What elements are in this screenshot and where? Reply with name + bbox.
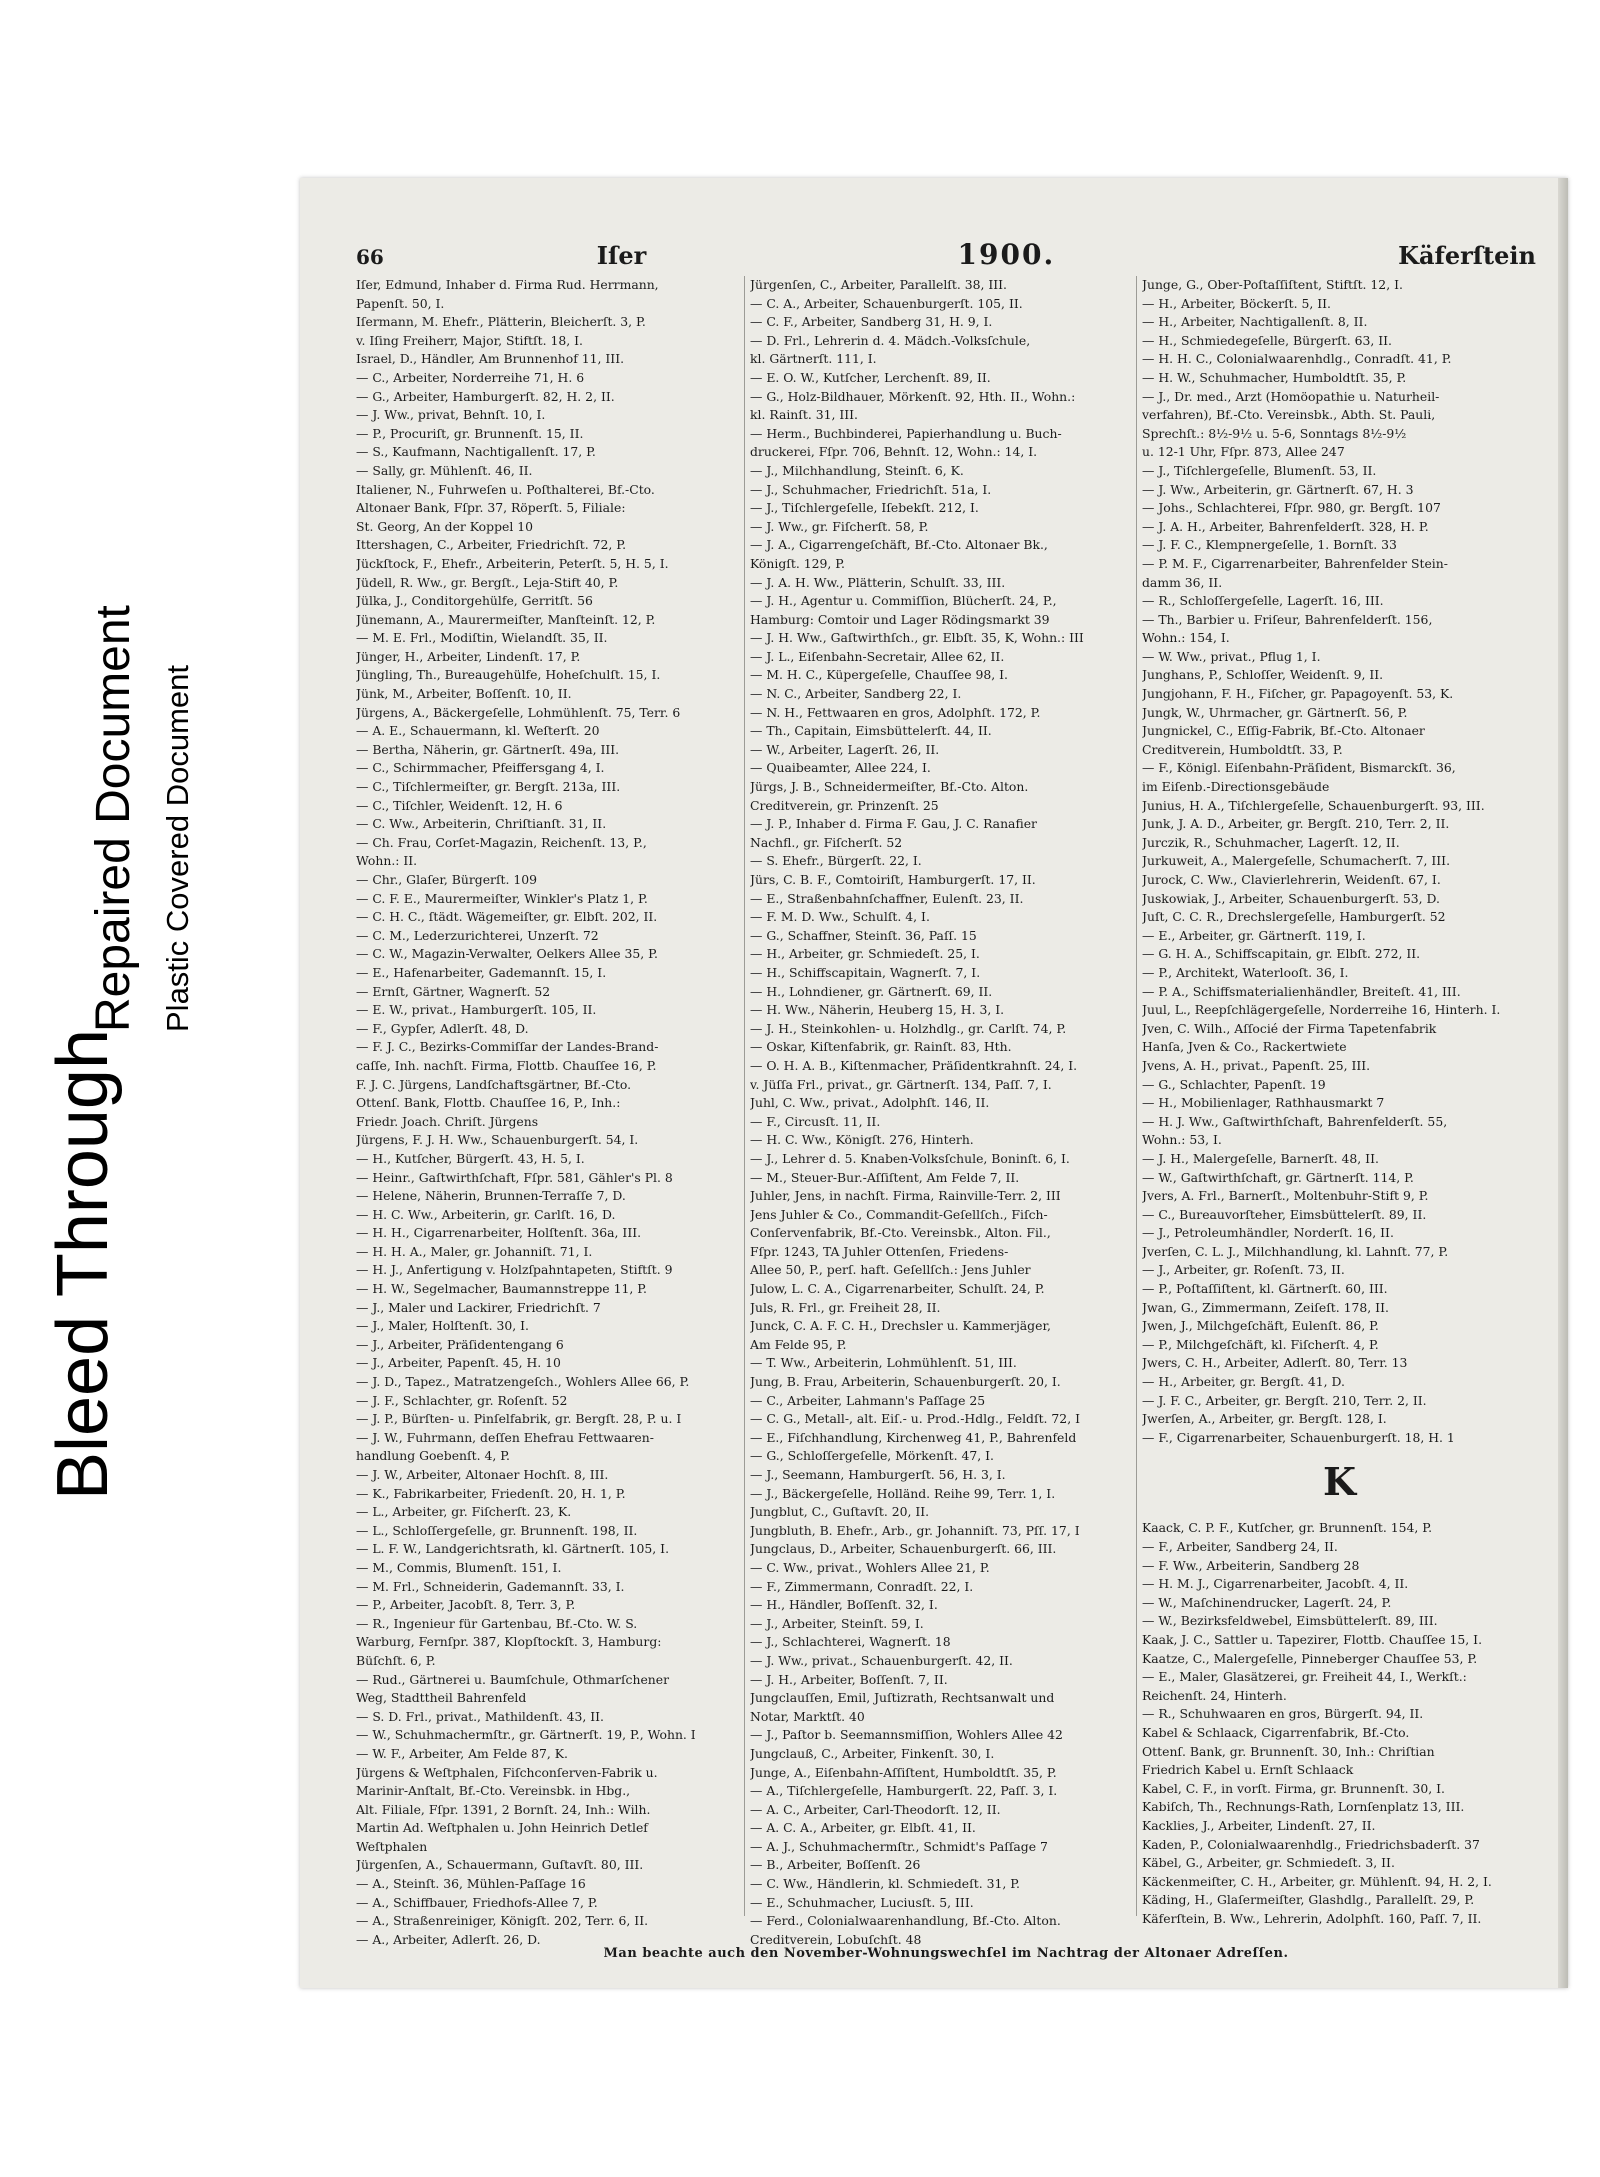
directory-entry: — F., Gypſer, Adlerſt. 48, D. — [356, 1020, 529, 1036]
directory-entry: Juul, L., Reepſchlägergeſelle, Norderreihe 16, Hinterh. I. — [1142, 1002, 1501, 1018]
directory-entry: — N. C., Arbeiter, Sandberg 22, I. — [750, 686, 962, 702]
directory-entry: — Th., Capitain, Eimsbüttelerſt. 44, II. — [750, 723, 992, 739]
directory-entry: — H., Schiffscapitain, Wagnerſt. 7, I. — [750, 964, 981, 980]
column-divider — [744, 276, 745, 1916]
directory-entry: — Heinr., Gaſtwirthſchaft, Fſpr. 581, Gähler's Pl. 8 — [356, 1169, 673, 1185]
directory-entry: Jurock, C. Ww., Clavierlehrerin, Weidenſt. 67, I. — [1142, 872, 1441, 887]
directory-entry: — R., Ingenieur für Gartenbau, Bf.-Cto. W. S. — [356, 1615, 638, 1631]
directory-entry: — Ch. Frau, Corſet-Magazin, Reichenſt. 13, P., — [356, 834, 647, 850]
directory-entry: Jürgens, A., Bäckergeſelle, Lohmühlenſt. 75, Terr. 6 — [356, 704, 681, 720]
directory-entry: damm 36, II. — [1142, 574, 1223, 590]
directory-entry: verfahren), Bf.-Cto. Vereinsbk., Abth. St. Pauli, — [1142, 407, 1436, 423]
directory-entry: — H., Lohndiener, gr. Gärtnerſt. 69, II. — [750, 983, 993, 999]
directory-entry: — H. W., Segelmacher, Baumannstreppe 11, P. — [356, 1281, 647, 1297]
directory-entry: — C. Ww., privat., Wohlers Allee 21, P. — [750, 1559, 990, 1575]
directory-entry: — Chr., Glaſer, Bürgerſt. 109 — [356, 872, 538, 887]
directory-entry: — P., Procuriſt, gr. Brunnenſt. 15, II. — [356, 425, 584, 441]
directory-entry: Juls, R. Frl., gr. Freiheit 28, II. — [750, 1299, 941, 1315]
directory-entry: — J. Ww., gr. Fiſcherſt. 58, P. — [750, 518, 929, 534]
directory-entry: — G., Schloſſergeſelle, Mörkenſt. 47, I. — [750, 1448, 994, 1464]
directory-entry: — J., Schuhmacher, Friedrichſt. 51a, I. — [750, 481, 992, 497]
directory-entry: Wohn.: 53, I. — [1142, 1132, 1222, 1148]
directory-entry: — J. Ww., privat, Behnſt. 10, I. — [356, 407, 546, 423]
directory-entry: Jückſtock, F., Ehefr., Arbeiterin, Peterſt. 5, H. 5, I. — [356, 555, 669, 571]
directory-entry: Jürgenſen, C., Arbeiter, Parallelſt. 38, III. — [750, 277, 1008, 292]
directory-entry: Käbel, G., Arbeiter, gr. Schmiedeſt. 3, II. — [1142, 1855, 1395, 1871]
directory-entry: Friedr. Joach. Chriſt. Jürgens — [356, 1113, 539, 1129]
directory-entry: — C. M., Lederzurichterei, Unzerſt. 72 — [356, 927, 599, 943]
directory-entry: Jungjohann, F. H., Fiſcher, gr. Papagoyenſt. 53, K. — [1142, 686, 1454, 702]
column-right — [1142, 276, 1537, 1928]
directory-entry: — C., Tiſchler, Weidenſt. 12, H. 6 — [356, 797, 563, 813]
directory-entry: Jungblut, C., Guſtavſt. 20, II. — [750, 1504, 930, 1520]
directory-entry: — W., Arbeiter, Lagerſt. 26, II. — [750, 741, 940, 757]
directory-entry: — J., Milchhandlung, Steinſt. 6, K. — [750, 462, 964, 478]
directory-entry: Käckenmeiſter, C. H., Arbeiter, gr. Mühlenſt. 94, H. 2, I. — [1142, 1873, 1492, 1889]
directory-entry: Königſt. 129, P. — [750, 555, 845, 571]
directory-entry: — P. M. F., Cigarrenarbeiter, Bahrenfelder Stein- — [1142, 555, 1448, 571]
directory-entry: Kaak, J. C., Sattler u. Tapezirer, Flottb. Chauſſee 15, I. — [1142, 1631, 1483, 1647]
directory-entry: — Th., Barbier u. Friſeur, Bahrenfelderſt. 156, — [1142, 611, 1433, 627]
directory-entry: — Sally, gr. Mühlenſt. 46, II. — [356, 462, 533, 478]
directory-entry: Creditverein, Lobuſchſt. 48 — [750, 1931, 922, 1947]
directory-entry: — J. D., Tapez., Matratzengeſch., Wohlers Allee 66, P. — [356, 1374, 690, 1390]
directory-entry: — J. Ww., privat., Schauenburgerſt. 42, II. — [750, 1652, 1013, 1668]
directory-entry: Friedrich Kabel u. Ernſt Schlaack — [1142, 1762, 1354, 1778]
directory-entry: — W., Bezirksfeldwebel, Eimsbüttelerſt. 89, III. — [1142, 1613, 1438, 1629]
directory-entry: Juſt, C. C. R., Drechslergeſelle, Hamburgerſt. 52 — [1142, 909, 1446, 925]
directory-entry: — C., Arbeiter, Lahmann's Paſſage 25 — [750, 1392, 986, 1408]
directory-entry: Jwerſen, A., Arbeiter, gr. Bergſt. 128, I. — [1142, 1411, 1387, 1427]
directory-entry: Jünger, H., Arbeiter, Lindenſt. 17, P. — [356, 648, 581, 664]
directory-entry: — P., Arbeiter, Jacobſt. 8, Terr. 3, P. — [356, 1597, 576, 1613]
directory-entry: — J. H., Malergeſelle, Barnerſt. 48, II. — [1142, 1150, 1379, 1166]
directory-entry: — O. H. A. B., Kiſtenmacher, Präſidentkrahnſt. 24, I. — [750, 1057, 1078, 1073]
directory-entry: Jungk, W., Uhrmacher, gr. Gärtnerſt. 56, P. — [1142, 704, 1408, 720]
directory-entry: — B., Arbeiter, Boſſenſt. 26 — [750, 1857, 921, 1873]
directory-entry: — J. P., Bürſten- u. Pinſelfabrik, gr. Bergſt. 28, P. u. I — [356, 1411, 682, 1427]
directory-entry: — A., Steinſt. 36, Mühlen-Paſſage 16 — [356, 1876, 586, 1892]
directory-entry: Wohn.: 154, I. — [1142, 630, 1230, 646]
directory-entry: Weſtphalen — [356, 1838, 428, 1854]
directory-entry: — W., Gaſtwirthſchaft, gr. Gärtnerſt. 114, P. — [1142, 1169, 1414, 1185]
directory-entry: — J., Schlachterei, Wagnerſt. 18 — [750, 1634, 951, 1650]
directory-entry: — Johs., Schlachterei, Fſpr. 980, gr. Bergſt. 107 — [1142, 500, 1441, 516]
directory-entry: Creditverein, gr. Prinzenſt. 25 — [750, 797, 939, 813]
directory-entry: — A., Schiffbauer, Friedhofs-Allee 7, P. — [356, 1894, 598, 1910]
directory-entry: Ottenſ. Bank, gr. Brunnenſt. 30, Inh.: Chriſtian — [1142, 1743, 1435, 1759]
directory-entry: v. Jüſſa Frl., privat., gr. Gärtnerſt. 134, Paſſ. 7, I. — [750, 1076, 1052, 1092]
directory-entry: — J., Bäckergeſelle, Holländ. Reihe 99, Terr. 1, I. — [750, 1485, 1056, 1501]
directory-entry: Nachfl., gr. Fiſcherſt. 52 — [750, 834, 903, 850]
directory-entry: u. 12-1 Uhr, Fſpr. 873, Allee 247 — [1142, 444, 1345, 460]
directory-entry: Kaden, P., Colonialwaarenhdlg., Friedrichsbaderſt. 37 — [1142, 1836, 1480, 1852]
directory-entry: Junk, J. A. D., Arbeiter, gr. Bergſt. 210, Terr. 2, II. — [1142, 816, 1450, 832]
page-number: 66 — [356, 245, 384, 269]
page-header — [356, 238, 1536, 272]
directory-entry: — H., Arbeiter, gr. Schmiedeſt. 25, I. — [750, 946, 980, 962]
directory-entry: — H., Arbeiter, Nachtigallenſt. 8, II. — [1142, 314, 1368, 330]
directory-entry: kl. Rainſt. 31, III. — [750, 407, 859, 423]
column-left — [356, 276, 738, 1949]
directory-entry: — M. Frl., Schneiderin, Gademannſt. 33, I. — [356, 1578, 625, 1594]
directory-entry: — E. O. W., Kutſcher, Lerchenſt. 89, II. — [750, 369, 991, 385]
directory-entry: Ottenſ. Bank, Flottb. Chauſſee 16, P., Inh.: — [356, 1095, 621, 1111]
directory-entry: — N. H., Fettwaaren en gros, Adolphſt. 172, P. — [750, 704, 1041, 720]
directory-entry: Kabiſch, Th., Rechnungs-Rath, Lornſenplatz 13, III. — [1142, 1799, 1465, 1815]
directory-entry: — F., Zimmermann, Conradſt. 22, I. — [750, 1578, 974, 1594]
directory-entry: — Helene, Näherin, Brunnen-Terraſſe 7, D. — [356, 1188, 626, 1204]
directory-entry: Marinir-Anſtalt, Bf.-Cto. Vereinsbk. in Hbg., — [356, 1783, 631, 1799]
directory-entry: Käferſtein, B. Ww., Lehrerin, Adolphſt. 160, Paſſ. 7, II. — [1142, 1910, 1482, 1926]
directory-entry: Junge, G., Ober-Poſtaſſiſtent, Stiftſt. 12, I. — [1142, 277, 1403, 292]
directory-entry: — J. P., Inhaber d. Firma F. Gau, J. C. Ranafier — [750, 816, 1037, 832]
directory-entry: Jurczik, R., Schuhmacher, Lagerſt. 12, II. — [1142, 834, 1400, 850]
directory-entry: — F. M. D. Ww., Schulſt. 4, I. — [750, 909, 930, 925]
directory-entry: — J. H., Arbeiter, Boſſenſt. 7, II. — [750, 1671, 948, 1687]
directory-entry: Jwan, G., Zimmermann, Zeiſeſt. 178, II. — [1142, 1299, 1389, 1315]
directory-entry: — J. H., Agentur u. Commiſſion, Blücherſt. 24, P., — [750, 593, 1057, 609]
directory-entry: Juskowiak, J., Arbeiter, Schauenburgerſt. 53, D. — [1142, 890, 1440, 906]
directory-entry: Jungclauſſen, Emil, Juſtizrath, Rechtsanwalt und — [750, 1690, 1055, 1706]
directory-entry: — H., Mobilienlager, Rathhausmarkt 7 — [1142, 1095, 1385, 1111]
directory-entry: — H., Kutſcher, Bürgerſt. 43, H. 5, I. — [356, 1150, 585, 1166]
directory-entry: Jwen, J., Milchgeſchäft, Eulenſt. 86, P. — [1142, 1318, 1379, 1334]
column-right-top — [1142, 276, 1537, 1447]
directory-entry: Creditverein, Humboldtſt. 33, P. — [1142, 741, 1343, 757]
directory-entry: — S., Kaufmann, Nachtigallenſt. 17, P. — [356, 444, 596, 460]
directory-entry: St. Georg, An der Koppel 10 — [356, 518, 534, 534]
section-letter: K — [1322, 1459, 1357, 1505]
directory-entry: — Herm., Buchbinderei, Papierhandlung u. Buch- — [750, 425, 1062, 441]
footer-note: Man beachte auch den November-Wohnungswechſel im Nachtrag der Altonaer Adreſſen. — [603, 1946, 1289, 1961]
directory-entry: — J., Paſtor b. Seemannsmiſſion, Wohlers Allee 42 — [750, 1727, 1063, 1743]
directory-entry: — J. F., Schlachter, gr. Roſenſt. 52 — [356, 1392, 568, 1408]
directory-entry: Papenſt. 50, I. — [356, 295, 445, 311]
directory-entry: Sprechſt.: 8½-9½ u. 5-6, Sonntags 8½-9½ — [1142, 425, 1407, 441]
directory-entry: Juhl, C. Ww., privat., Adolphſt. 146, II. — [750, 1095, 990, 1111]
directory-entry: — A., Arbeiter, Adlerſt. 26, D. — [356, 1931, 541, 1947]
column-divider — [1136, 276, 1137, 1916]
directory-entry: Iſer, Edmund, Inhaber d. Firma Rud. Herrmann, — [356, 277, 659, 292]
directory-entry: — W. F., Arbeiter, Am Felde 87, K. — [356, 1745, 568, 1761]
directory-entry: — C. G., Metall-, alt. Eiſ.- u. Prod.-Hdlg., Feldſt. 72, I — [750, 1411, 1080, 1427]
column-middle — [750, 276, 1132, 1949]
directory-entry: — J. H., Steinkohlen- u. Holzhdlg., gr. Carlſt. 74, P. — [750, 1020, 1067, 1036]
directory-entry: — R., Schloſſergeſelle, Lagerſt. 16, III. — [1142, 593, 1384, 609]
directory-entry: — E., Maler, Glasätzerei, gr. Freiheit 44, I., Werkſt.: — [1142, 1669, 1467, 1685]
directory-entry: — J. W., Fuhrmann, deſſen Ehefrau Fettwaaren- — [356, 1429, 654, 1445]
directory-entry: — C., Arbeiter, Norderreihe 71, H. 6 — [356, 369, 585, 385]
directory-entry: Allee 50, P., perſ. haft. Geſellſch.: Jens Juhler — [750, 1262, 1031, 1278]
repaired-document-label: Repaired Document — [87, 605, 140, 1032]
directory-entry: — G., Schlachter, Papenſt. 19 — [1142, 1076, 1326, 1092]
directory-entry: — W., Maſchinendrucker, Lagerſt. 24, P. — [1142, 1594, 1392, 1610]
directory-entry: Weg, Stadttheil Bahrenfeld — [356, 1690, 527, 1706]
directory-entry: Jürgens, F. J. H. Ww., Schauenburgerſt. 54, I. — [356, 1132, 639, 1148]
directory-entry: — M. E. Frl., Modiſtin, Wielandſt. 35, II. — [356, 630, 608, 646]
directory-entry: — J., Arbeiter, Präſidentengang 6 — [356, 1336, 564, 1352]
directory-entry: Fſpr. 1243, TA Juhler Ottenſen, Friedens- — [750, 1243, 1009, 1259]
directory-entry: — P., Milchgeſchäft, kl. Fiſcherſt. 4, P. — [1142, 1336, 1379, 1352]
directory-entry: — J. Ww., Arbeiterin, gr. Gärtnerſt. 67, H. 3 — [1142, 481, 1414, 497]
directory-entry: — P., Poſtaſſiſtent, kl. Gärtnerſt. 60, III. — [1142, 1281, 1388, 1297]
directory-entry: Kaatze, C., Malergeſelle, Pinneberger Chauſſee 53, P. — [1142, 1650, 1478, 1666]
directory-entry: — R., Schuhwaaren en gros, Bürgerſt. 94, II. — [1142, 1706, 1424, 1722]
directory-entry: — H. J., Anfertigung v. Holzſpahntapeten, Stiftſt. 9 — [356, 1262, 673, 1278]
directory-entry: Jurkuweit, A., Malergeſelle, Schumacherſt. 7, III. — [1142, 853, 1451, 869]
directory-entry: — G., Holz-Bildhauer, Mörkenſt. 92, Hth. II., Wohn.: — [750, 388, 1076, 404]
directory-entry: — H., Arbeiter, gr. Bergſt. 41, D. — [1142, 1374, 1345, 1390]
directory-entry: — F., Cigarrenarbeiter, Schauenburgerſt. 18, H. 1 — [1142, 1429, 1455, 1445]
directory-entry: — J. F. C., Klempnergeſelle, 1. Bornſt. 33 — [1142, 537, 1397, 553]
directory-entry: — P. A., Schiffsmaterialienhändler, Breiteſt. 41, III. — [1142, 983, 1461, 999]
directory-entry: — J. W., Arbeiter, Altonaer Hochſt. 8, III. — [356, 1467, 609, 1482]
directory-entry: — C. Ww., Händlerin, kl. Schmiedeſt. 31, P. — [750, 1876, 1020, 1892]
directory-entry: — C. F., Arbeiter, Sandberg 31, H. 9, I. — [750, 314, 993, 330]
directory-entry: — H. W., Schuhmacher, Humboldtſt. 35, P. — [1142, 369, 1407, 385]
directory-entry: Altonaer Bank, Fſpr. 37, Röperſt. 5, Filiale: — [356, 500, 626, 516]
directory-entry: — F., Circusſt. 11, II. — [750, 1113, 881, 1129]
directory-entry: Jürs, C. B. F., Comtoiriſt, Hamburgerſt. 17, II. — [750, 872, 1036, 887]
directory-entry: — C. W., Magazin-Verwalter, Oelkers Allee 35, P. — [356, 946, 658, 962]
directory-entry: — C. F. E., Maurermeiſter, Winkler's Platz 1, P. — [356, 890, 648, 906]
directory-entry: — J. A. H. Ww., Plätterin, Schulſt. 33, III. — [750, 574, 1006, 590]
directory-entry: — H. H., Cigarrenarbeiter, Holſtenſt. 36a, III. — [356, 1225, 642, 1241]
directory-entry: Ittershagen, C., Arbeiter, Friedrichſt. 72, P. — [356, 537, 627, 553]
directory-entry: Jung, B. Frau, Arbeiterin, Schauenburgerſt. 20, I. — [750, 1374, 1061, 1390]
directory-entry: Jüdell, R. Ww., gr. Bergſt., Leja-Stift 40, P. — [356, 574, 619, 590]
directory-entry: — L. F. W., Landgerichtsrath, kl. Gärtnerſt. 105, I. — [356, 1541, 670, 1557]
directory-entry: — F., Königl. Eiſenbahn-Präſident, Bismarckſt. 36, — [1142, 760, 1456, 776]
directory-entry: — S. Ehefr., Bürgerſt. 22, I. — [750, 853, 922, 869]
directory-entry: — G., Schaffner, Steinſt. 36, Paſſ. 15 — [750, 927, 977, 943]
directory-entry: — H. M. J., Cigarrenarbeiter, Jacobſt. 4, II. — [1142, 1576, 1409, 1592]
directory-entry: Hanſa, Jven & Co., Rackertwiete — [1142, 1039, 1347, 1055]
directory-entry: — T. Ww., Arbeiterin, Lohmühlenſt. 51, III. — [750, 1355, 1017, 1371]
directory-entry: — H., Arbeiter, Böckerſt. 5, II. — [1142, 295, 1331, 311]
directory-entry: Jürgs, J. B., Schneidermeiſter, Bf.-Cto. Alton. — [750, 779, 1029, 795]
directory-entry: Jens Juhler & Co., Commandit-Geſellſch., Fiſch- — [750, 1206, 1048, 1222]
directory-entry: Jüngling, Th., Bureaugehülfe, Hoheſchulſt. 15, I. — [356, 667, 661, 683]
directory-entry: — Quaibeamter, Allee 224, I. — [750, 760, 931, 776]
directory-entry: Jülka, J., Conditorgehülfe, Gerritſt. 56 — [356, 593, 593, 609]
directory-entry: Junck, C. A. F. C. H., Drechsler u. Kammerjäger, — [750, 1318, 1051, 1334]
directory-entry: Junghans, P., Schloſſer, Weidenſt. 9, II. — [1142, 667, 1384, 683]
directory-entry: — H. C. Ww., Arbeiterin, gr. Carlſt. 16, D. — [356, 1206, 616, 1222]
directory-entry: — A. C. A., Arbeiter, gr. Elbſt. 41, II. — [750, 1820, 976, 1836]
directory-entry: — L., Schloſſergeſelle, gr. Brunnenſt. 198, II. — [356, 1522, 638, 1538]
directory-entry: Jverſen, C. L. J., Milchhandlung, kl. Lahnſt. 77, P. — [1142, 1243, 1449, 1259]
directory-entry: — Ferd., Colonialwaarenhandlung, Bf.-Cto. Alton. — [750, 1913, 1061, 1929]
directory-entry: — G., Arbeiter, Hamburgerſt. 82, H. 2, II. — [356, 388, 615, 404]
page-edge — [1558, 178, 1568, 1988]
directory-entry: Reichenſt. 24, Hinterh. — [1142, 1687, 1287, 1703]
directory-entry: — D. Frl., Lehrerin d. 4. Mädch.-Volksſchule, — [750, 332, 1031, 348]
directory-entry: Conſervenfabrik, Bf.-Cto. Vereinsbk., Alton. Fil., — [750, 1225, 1051, 1241]
directory-entry: v. Iſing Freiherr, Major, Stiftſt. 18, I. — [356, 332, 583, 348]
directory-entry: — E., Fiſchhandlung, Kirchenweg 41, P., Bahrenfeld — [750, 1429, 1077, 1445]
directory-entry: Jürgenſen, A., Schauermann, Guſtavſt. 80, III. — [356, 1857, 644, 1873]
directory-entry: — F. J. C., Bezirks-Commiſſar der Landes-Brand- — [356, 1039, 659, 1055]
directory-entry: — E., Arbeiter, gr. Gärtnerſt. 119, I. — [1142, 927, 1366, 943]
directory-entry: Juhler, Jens, in nachſt. Firma, Rainville-Terr. 2, III — [750, 1188, 1061, 1204]
directory-entry: — J., Tiſchlergeſelle, Blumenſt. 53, II. — [1142, 462, 1377, 478]
directory-entry: Italiener, N., Fuhrweſen u. Poſthalterei, Bf.-Cto. — [356, 481, 655, 497]
directory-entry: — J., Arbeiter, Steinſt. 59, I. — [750, 1615, 924, 1631]
directory-entry: — J., Petroleumhändler, Norderſt. 16, II. — [1142, 1225, 1394, 1241]
directory-entry: handlung Goebenſt. 4, P. — [356, 1448, 510, 1464]
directory-entry: — G. H. A., Schiffscapitain, gr. Elbſt. 272, II. — [1142, 946, 1421, 962]
directory-entry: — C. Ww., Arbeiterin, Chriſtianſt. 31, II. — [356, 816, 607, 832]
directory-entry: Jürgens & Weſtphalen, Fiſchconſerven-Fabrik u. — [356, 1764, 658, 1780]
directory-entry: Warburg, Fernſpr. 387, Klopſtockſt. 3, Hamburg: — [356, 1634, 662, 1650]
directory-entry: druckerei, Fſpr. 706, Behnſt. 12, Wohn.: 14, I. — [750, 444, 1038, 460]
directory-entry: — C., Schirmmacher, Pfeiffersgang 4, I. — [356, 760, 605, 776]
directory-entry: — F., Arbeiter, Sandberg 24, II. — [1142, 1539, 1338, 1554]
directory-entry: — S. D. Frl., privat., Mathildenſt. 43, II. — [356, 1708, 604, 1724]
directory-entry: Käding, H., Glaſermeiſter, Glashdlg., Parallelſt. 29, P. — [1142, 1892, 1475, 1908]
directory-entry: kl. Gärtnerſt. 111, I. — [750, 351, 877, 367]
directory-entry: — F. Ww., Arbeiterin, Sandberg 28 — [1142, 1557, 1360, 1573]
directory-entry: — A. C., Arbeiter, Carl-Theodorſt. 12, II. — [750, 1801, 1001, 1817]
directory-entry: — W., Schuhmachermſtr., gr. Gärtnerſt. 19, P., Wohn. I — [356, 1727, 696, 1743]
directory-entry: — A., Tiſchlergeſelle, Hamburgerſt. 22, Paſſ. 3, I. — [750, 1783, 1058, 1799]
directory-entry: Jünemann, A., Maurermeiſter, Manſteinſt. 12, P. — [356, 611, 656, 627]
directory-entry: — L., Arbeiter, gr. Fiſcherſt. 23, K. — [356, 1504, 572, 1520]
directory-entry: Kaack, C. P. F., Kutſcher, gr. Brunnenſt. 154, P. — [1142, 1520, 1433, 1536]
directory-entry: — J. A., Cigarrengeſchäft, Bf.-Cto. Altonaer Bk., — [750, 537, 1048, 553]
directory-entry: — H. H. C., Colonialwaarenhdlg., Conradſt. 41, P. — [1142, 351, 1452, 367]
directory-entry: Büſchſt. 6, P. — [356, 1652, 436, 1668]
directory-entry: — J., Lehrer d. 5. Knaben-Volksſchule, Boninſt. 6, I. — [750, 1150, 1070, 1166]
directory-entry: — C., Tiſchlermeiſter, gr. Bergſt. 213a, III. — [356, 779, 621, 795]
directory-entry: — M., Steuer-Bur.-Aſſiſtent, Am Felde 7, II. — [750, 1169, 1020, 1185]
directory-entry: im Eiſenb.-Directionsgebäude — [1142, 779, 1330, 795]
directory-entry: Julow, L. C. A., Cigarrenarbeiter, Schulſt. 24, P. — [750, 1281, 1045, 1297]
headword-left: Iſer — [596, 241, 647, 270]
headword-right: Käferſtein — [1398, 241, 1536, 270]
directory-entry: Iſermann, M. Ehefr., Plätterin, Bleicherſt. 3, P. — [356, 314, 646, 330]
directory-entry: Junge, A., Eiſenbahn-Aſſiſtent, Humboldtſt. 35, P. — [750, 1764, 1057, 1780]
directory-entry: — A. E., Schauermann, kl. Weſterſt. 20 — [356, 723, 600, 739]
directory-entry: Kabel & Schlaack, Cigarrenfabrik, Bf.-Cto. — [1142, 1724, 1410, 1740]
directory-entry: — J., Arbeiter, Papenſt. 45, H. 10 — [356, 1355, 561, 1371]
directory-entry: — J., Arbeiter, gr. Roſenſt. 73, II. — [1142, 1262, 1345, 1278]
directory-entry: Jünk, M., Arbeiter, Boſſenſt. 10, II. — [356, 686, 572, 702]
directory-entry: — J., Maler und Lackirer, Friedrichſt. 7 — [356, 1299, 601, 1315]
directory-entry: — Oskar, Kiſtenfabrik, gr. Rainſt. 83, Hth. — [750, 1039, 1012, 1055]
directory-entry: caſſe, Inh. nachſt. Firma, Flottb. Chauſſee 16, P. — [356, 1057, 657, 1073]
directory-entry: — H., Händler, Boſſenſt. 32, I. — [750, 1597, 938, 1613]
directory-entry: Hamburg: Comtoir und Lager Rödingsmarkt 39 — [750, 611, 1050, 627]
directory-entry: Am Felde 95, P. — [750, 1336, 847, 1352]
directory-entry: Jvens, A. H., privat., Papenſt. 25, III. — [1142, 1057, 1371, 1073]
directory-entry: Jungbluth, B. Ehefr., Arb., gr. Johanniſt. 73, Pſſ. 17, I — [750, 1522, 1080, 1538]
directory-entry: Jven, C. Wilh., Aſſocié der Firma Tapetenfabrik — [1142, 1020, 1437, 1036]
directory-entry: — E., Hafenarbeiter, Gademannſt. 15, I. — [356, 964, 607, 980]
directory-entry: Israel, D., Händler, Am Brunnenhof 11, III. — [356, 351, 625, 367]
directory-entry: — M., Commis, Blumenſt. 151, I. — [356, 1559, 562, 1575]
directory-entry: Junius, H. A., Tiſchlergeſelle, Schauenburgerſt. 93, III. — [1142, 797, 1485, 813]
directory-entry: Kacklies, J., Arbeiter, Lindenſt. 27, II. — [1142, 1817, 1376, 1833]
directory-entry: — C. H. C., ſtädt. Wägemeiſter, gr. Elbſt. 202, II. — [356, 909, 658, 925]
directory-entry: — E. W., privat., Hamburgerſt. 105, II. — [356, 1002, 597, 1018]
directory-entry: — A. J., Schuhmachermſtr., Schmidt's Paſſage 7 — [750, 1838, 1048, 1854]
directory-entry: — C., Bureauvorſteher, Eimsbüttelerſt. 89, II. — [1142, 1206, 1427, 1222]
directory-entry: — H., Schmiedegeſelle, Bürgerſt. 63, II. — [1142, 332, 1392, 348]
directory-entry: — W. Ww., privat., Pflug 1, I. — [1142, 648, 1321, 664]
directory-entry: — J., Seemann, Hamburgerſt. 56, H. 3, I. — [750, 1467, 1006, 1482]
directory-entry: Jvers, A. Frl., Barnerſt., Moltenbuhr-Stift 9, P. — [1142, 1188, 1429, 1204]
plastic-covered-label: Plastic Covered Document — [160, 665, 195, 1032]
directory-entry: Jungnickel, C., Eſſig-Fabrik, Bf.-Cto. Altonaer — [1142, 723, 1425, 739]
directory-entry: Martin Ad. Weſtphalen u. John Heinrich Detlef — [356, 1820, 648, 1836]
scanned-page — [300, 178, 1568, 1988]
directory-entry: — E., Schuhmacher, Luciusſt. 5, III. — [750, 1894, 974, 1910]
directory-entry: Jwers, C. H., Arbeiter, Adlerſt. 80, Terr. 13 — [1142, 1355, 1408, 1371]
directory-entry: — Rud., Gärtnerei u. Baumſchule, Othmarſchener — [356, 1671, 670, 1687]
directory-entry: — Ernſt, Gärtner, Wagnerſt. 52 — [356, 983, 551, 999]
directory-entry: — M. H. C., Küpergeſelle, Chauſſee 98, I. — [750, 667, 1008, 683]
directory-entry: — H. C. Ww., Königſt. 276, Hinterh. — [750, 1132, 974, 1148]
directory-entry: — C. A., Arbeiter, Schauenburgerſt. 105, II. — [750, 295, 1023, 311]
directory-entry: — H. J. Ww., Gaſtwirthſchaft, Bahrenfelderſt. 55, — [1142, 1113, 1448, 1129]
directory-entry: — J., Maler, Holſtenſt. 30, I. — [356, 1318, 529, 1334]
directory-entry: Wohn.: II. — [356, 853, 418, 869]
directory-entry: — J. A. H., Arbeiter, Bahrenfelderſt. 328, H. P. — [1142, 518, 1429, 534]
directory-entry: — P., Architekt, Waterlooſt. 36, I. — [1142, 964, 1349, 980]
directory-entry: — H. Ww., Näherin, Heuberg 15, H. 3, I. — [750, 1002, 1005, 1018]
directory-entry: Jungclauß, C., Arbeiter, Finkenſt. 30, I. — [750, 1745, 995, 1761]
directory-entry: — J., Tiſchlergeſelle, Iſebekſt. 212, I. — [750, 500, 979, 516]
directory-entry: — J., Dr. med., Arzt (Homöopathie u. Naturheil- — [1142, 388, 1440, 404]
directory-entry: — E., Straßenbahnſchaffner, Eulenſt. 23, II. — [750, 890, 1024, 906]
directory-entry: — J. F. C., Arbeiter, gr. Bergſt. 210, Terr. 2, II. — [1142, 1392, 1427, 1408]
column-right-bottom — [1142, 1519, 1537, 1928]
directory-entry: Kabel, C. F., in vorſt. Firma, gr. Brunnenſt. 30, I. — [1142, 1780, 1445, 1796]
page-year: 1900. — [957, 238, 1056, 271]
directory-entry: — J. H. Ww., Gaſtwirthſch., gr. Elbſt. 35, K, Wohn.: III — [750, 630, 1084, 646]
directory-entry: Jungclaus, D., Arbeiter, Schauenburgerſt. 66, III. — [750, 1541, 1057, 1557]
directory-entry: Alt. Filiale, Fſpr. 1391, 2 Bornſt. 24, Inh.: Wilh. — [356, 1801, 651, 1817]
directory-entry: — Bertha, Näherin, gr. Gärtnerſt. 49a, III. — [356, 741, 620, 757]
directory-entry: — K., Fabrikarbeiter, Friedenſt. 20, H. 1, P. — [356, 1485, 626, 1501]
directory-entry: F. J. C. Jürgens, Landſchaftsgärtner, Bf.-Cto. — [356, 1076, 632, 1092]
directory-entry: — A., Straßenreiniger, Königſt. 202, Terr. 6, II. — [356, 1913, 649, 1929]
directory-entry: Notar, Marktſt. 40 — [750, 1708, 865, 1724]
directory-entry: — J. L., Eiſenbahn-Secretair, Allee 62, II. — [750, 648, 1005, 664]
directory-entry: — H. H. A., Maler, gr. Johanniſt. 71, I. — [356, 1243, 593, 1259]
bleed-through-label: Bleed Through — [43, 1028, 123, 1500]
